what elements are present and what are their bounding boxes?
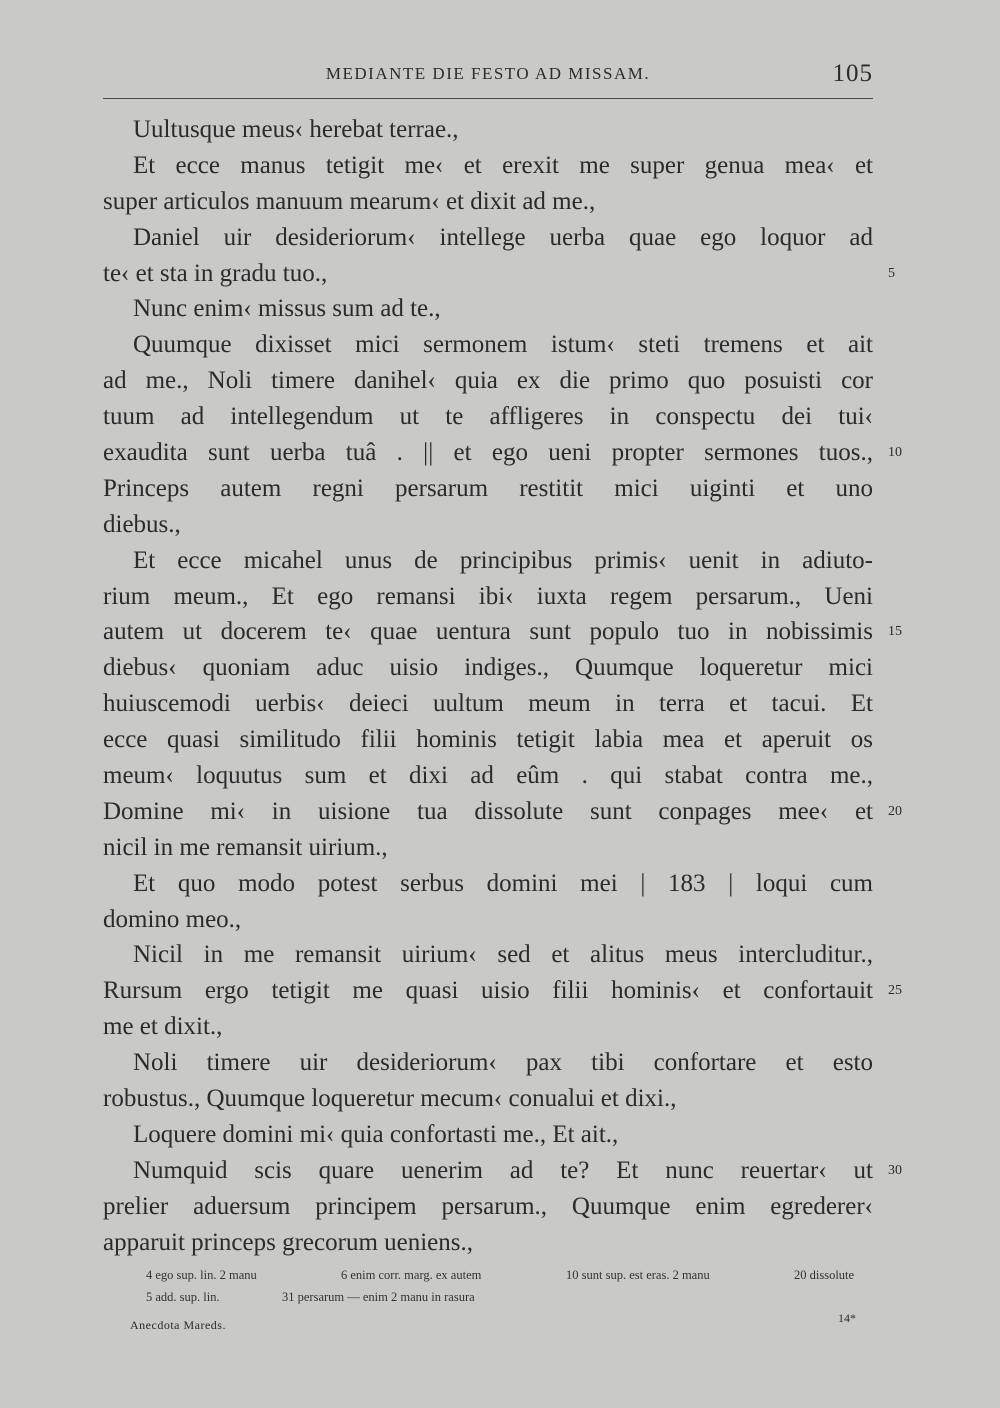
line-number: 15 — [888, 624, 902, 640]
running-head — [103, 62, 873, 99]
line-text: diebus., — [103, 510, 181, 538]
line-number: 30 — [888, 1162, 902, 1178]
line-text: domino meo., — [103, 905, 242, 933]
text-line — [103, 722, 873, 758]
apparatus-note: 10 sunt sup. est eras. 2 manu — [566, 1268, 710, 1282]
apparatus-row — [146, 1290, 876, 1312]
text-line — [103, 291, 873, 327]
apparatus-row — [146, 1268, 876, 1290]
text-line — [103, 1189, 873, 1225]
text-line — [103, 327, 873, 363]
text-line — [103, 112, 873, 148]
line-text: te‹ et sta in gradu tuo., — [103, 259, 328, 287]
line-text: Et quo modo potest serbus domini mei | 183 | loqui cum — [133, 869, 873, 897]
line-text: huiuscemodi uerbis‹ deieci uultum meum in terra et tacui. Et — [103, 690, 873, 718]
text-line — [103, 543, 873, 579]
line-text: Numquid scis quare uenerim ad te? Et nunc reuertar‹ ut — [133, 1156, 873, 1184]
line-text: ad me., Noli timere danihel‹ quia ex die primo quo posuisti cor — [103, 367, 873, 395]
text-line — [103, 471, 873, 507]
text-line — [103, 1009, 873, 1045]
text-line — [103, 1045, 873, 1081]
running-title: MEDIANTE DIE FESTO AD MISSAM. — [325, 64, 651, 83]
text-line — [103, 1117, 873, 1153]
text-line — [103, 614, 902, 650]
line-text: Loquere domini mi‹ quia confortasti me., Et ait., — [133, 1120, 619, 1148]
line-text: Nunc enim‹ missus sum ad te., — [133, 295, 441, 323]
text-line — [103, 507, 873, 543]
line-text: prelier aduersum principem persarum., Quumque enim egrederer‹ — [103, 1192, 873, 1220]
apparatus-note: 6 enim corr. marg. ex autem — [341, 1268, 482, 1282]
text-line — [103, 363, 873, 399]
line-text: Quumque dixisset mici sermonem istum‹ steti tremens et ait — [133, 331, 873, 359]
critical-apparatus — [146, 1268, 876, 1312]
line-number: 20 — [888, 803, 902, 819]
line-text: rium meum., Et ego remansi ibi‹ iuxta regem persarum., Ueni — [103, 582, 873, 610]
text-line — [103, 435, 902, 471]
line-text: diebus‹ quoniam aduc uisio indiges., Quumque loqueretur mici — [103, 654, 873, 682]
text-line — [103, 902, 873, 938]
line-text: tuum ad intellegendum ut te affligeres in conspectu dei tui‹ — [103, 403, 873, 431]
text-line — [103, 579, 873, 615]
line-text: Rursum ergo tetigit me quasi uisio filii hominis‹ et confortauit — [103, 977, 873, 1005]
line-text: Et ecce manus tetigit me‹ et erexit me super genua mea‹ et — [133, 151, 873, 179]
line-text: Daniel uir desideriorum‹ intellege uerba quae ego loquor ad — [133, 223, 873, 251]
line-text: autem ut docerem te‹ quae uentura sunt populo tuo in nobissimis — [103, 618, 873, 646]
apparatus-note: 31 persarum — enim 2 manu in rasura — [282, 1290, 475, 1304]
text-line — [103, 686, 873, 722]
text-line — [103, 1225, 873, 1261]
line-number: 10 — [888, 445, 902, 461]
line-text: apparuit princeps grecorum ueniens., — [103, 1228, 474, 1256]
line-text: meum‹ loquutus sum et dixi ad eûm . qui stabat contra me., — [103, 762, 873, 790]
text-line — [103, 1081, 873, 1117]
printer-signature: Anecdota Mareds. — [130, 1318, 226, 1332]
line-text: me et dixit., — [103, 1013, 223, 1041]
text-line — [103, 794, 902, 830]
line-text: ecce quasi similitudo filii hominis tetigit labia mea et aperuit os — [103, 726, 873, 754]
line-number: 25 — [888, 983, 902, 999]
text-line — [103, 1153, 902, 1189]
apparatus-note: 5 add. sup. lin. — [146, 1290, 220, 1304]
apparatus-note: 4 ego sup. lin. 2 manu — [146, 1268, 257, 1282]
line-text: Princeps autem regni persarum restitit mici uiginti et uno — [103, 474, 873, 502]
line-text: nicil in me remansit uirium., — [103, 833, 388, 861]
line-number: 5 — [888, 265, 895, 281]
text-line — [103, 650, 873, 686]
text-line — [103, 399, 873, 435]
text-line — [103, 973, 902, 1009]
sheet-mark: 14* — [838, 1311, 856, 1325]
line-text: Uultusque meus‹ herebat terrae., — [133, 116, 459, 143]
text-line — [103, 758, 873, 794]
line-text: Domine mi‹ in uisione tua dissolute sunt conpages mee‹ et — [103, 797, 873, 825]
line-text: robustus., Quumque loqueretur mecum‹ conualui et dixi., — [103, 1085, 677, 1113]
line-text: Et ecce micahel unus de principibus primis‹ uenit in adiuto- — [133, 546, 873, 574]
text-line — [103, 148, 873, 184]
line-text: exaudita sunt uerba tuâ . || et ego ueni propter sermones tuos., — [103, 439, 873, 467]
text-line — [103, 830, 873, 866]
text-line — [103, 937, 873, 973]
text-line — [103, 220, 873, 256]
text-line — [103, 256, 895, 292]
line-text: super articulos manuum mearum‹ et dixit ad me., — [103, 187, 596, 215]
text-line — [103, 184, 873, 220]
body-text — [103, 112, 902, 1261]
page-number: 105 — [832, 60, 873, 87]
text-line — [103, 866, 873, 902]
apparatus-note: 20 dissolute — [794, 1268, 855, 1282]
line-text: Noli timere uir desideriorum‹ pax tibi confortare et esto — [133, 1049, 873, 1077]
line-text: Nicil in me remansit uirium‹ sed et alitus meus intercluditur., — [133, 941, 873, 969]
